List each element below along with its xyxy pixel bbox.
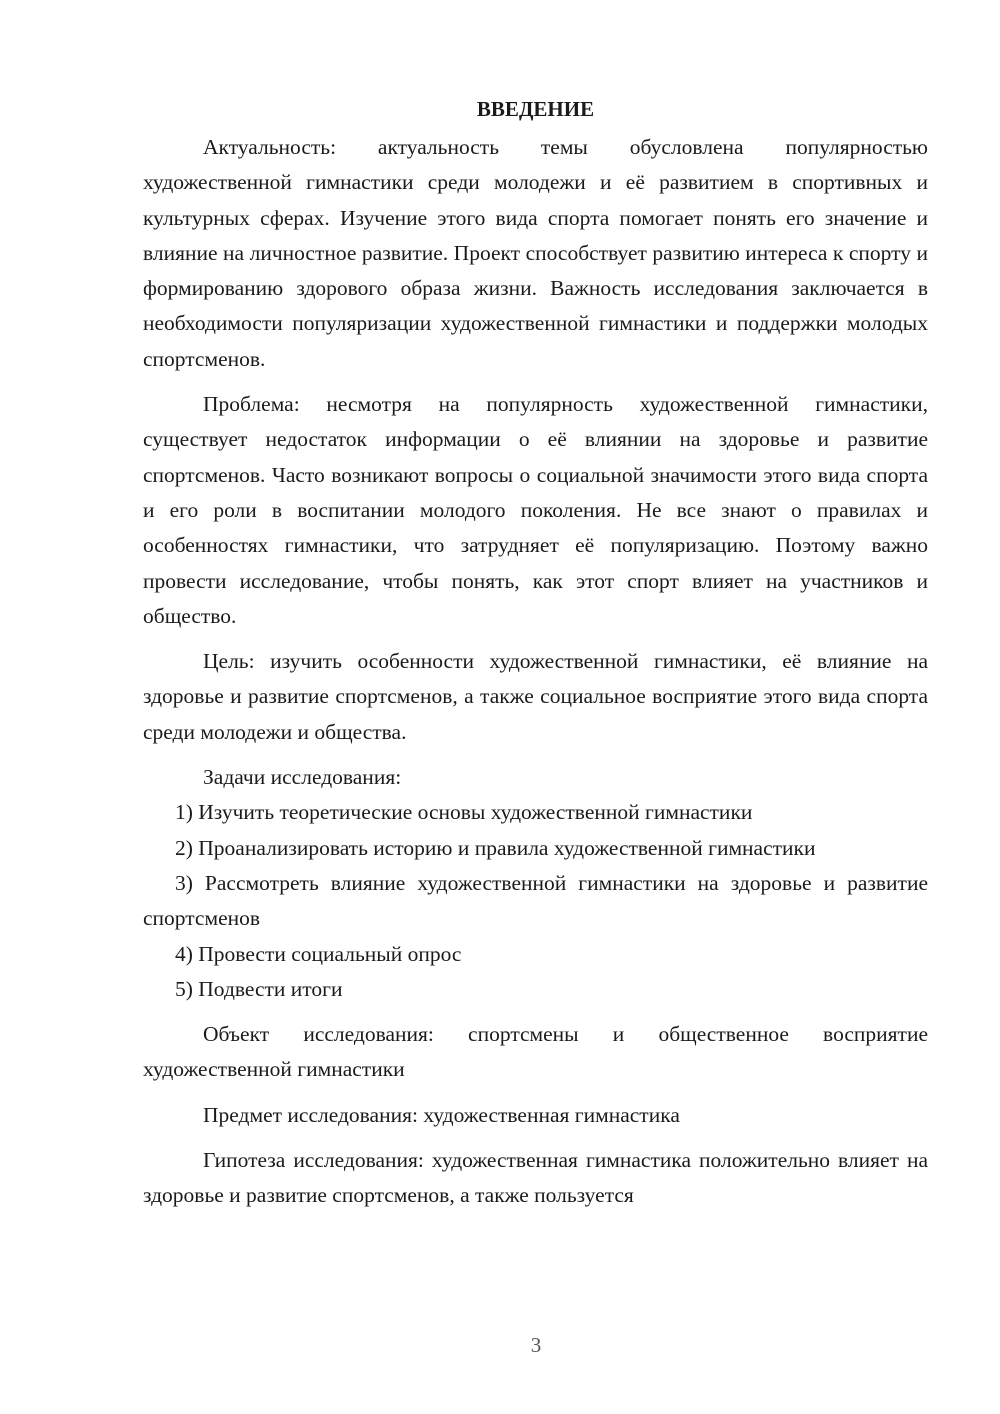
document-page: [143, 92, 928, 1214]
list-item: 4) Провести социальный опрос: [175, 941, 462, 966]
page-number: 3: [530, 1333, 542, 1357]
page-title: ВВЕДЕНИЕ: [476, 97, 595, 121]
paragraph-subject: Предмет исследования: художественная гимнастика: [203, 1102, 680, 1127]
tasks-list: [143, 795, 928, 1007]
paragraph-goal: Цель: изучить особенности художественной гимнастики, её влияние на здоровье и развитие спортсменов, а также социальное восприятие этого вида спорта среди молодежи и общества.: [143, 649, 928, 744]
paragraph-problem: Проблема: несмотря на популярность художественной гимнастики, существует недостаток информации о её влиянии на здоровье и развитие спортсменов. Часто возникают вопросы о социальной значимости этого вида спорта и его роли в воспитании молодого поколения. Не все знают о правилах и особенностях гимнастики, что затрудняет её популяризацию. Поэтому важно провести исследование, чтобы понять, как этот спорт влияет на участников и общество.: [143, 392, 928, 628]
paragraph-relevance: Актуальность: актуальность темы обусловлена популярностью художественной гимнастики среди молодежи и её развитием в спортивных и культурных сферах. Изучение этого вида спорта помогает понять его значение и влияние на личностное развитие. Проект способствует развитию интереса к спорту и формированию здорового образа жизни. Важность исследования заключается в необходимости популяризации художественной гимнастики и поддержки молодых спортсменов.: [143, 135, 928, 371]
list-item: 5) Подвести итоги: [175, 976, 343, 1001]
list-item: 1) Изучить теоретические основы художественной гимнастики: [175, 800, 753, 825]
list-item: 2) Проанализировать историю и правила художественной гимнастики: [175, 835, 816, 860]
paragraph-object: Объект исследования: спортсмены и общественное восприятие художественной гимнастики: [143, 1022, 928, 1082]
paragraph-hypothesis: Гипотеза исследования: художественная гимнастика положительно влияет на здоровье и развитие спортсменов, а также пользуется: [143, 1148, 928, 1208]
tasks-heading: Задачи исследования:: [203, 765, 402, 790]
list-item: 3) Рассмотреть влияние художественной гимнастики на здоровье и развитие спортсменов: [143, 870, 928, 931]
